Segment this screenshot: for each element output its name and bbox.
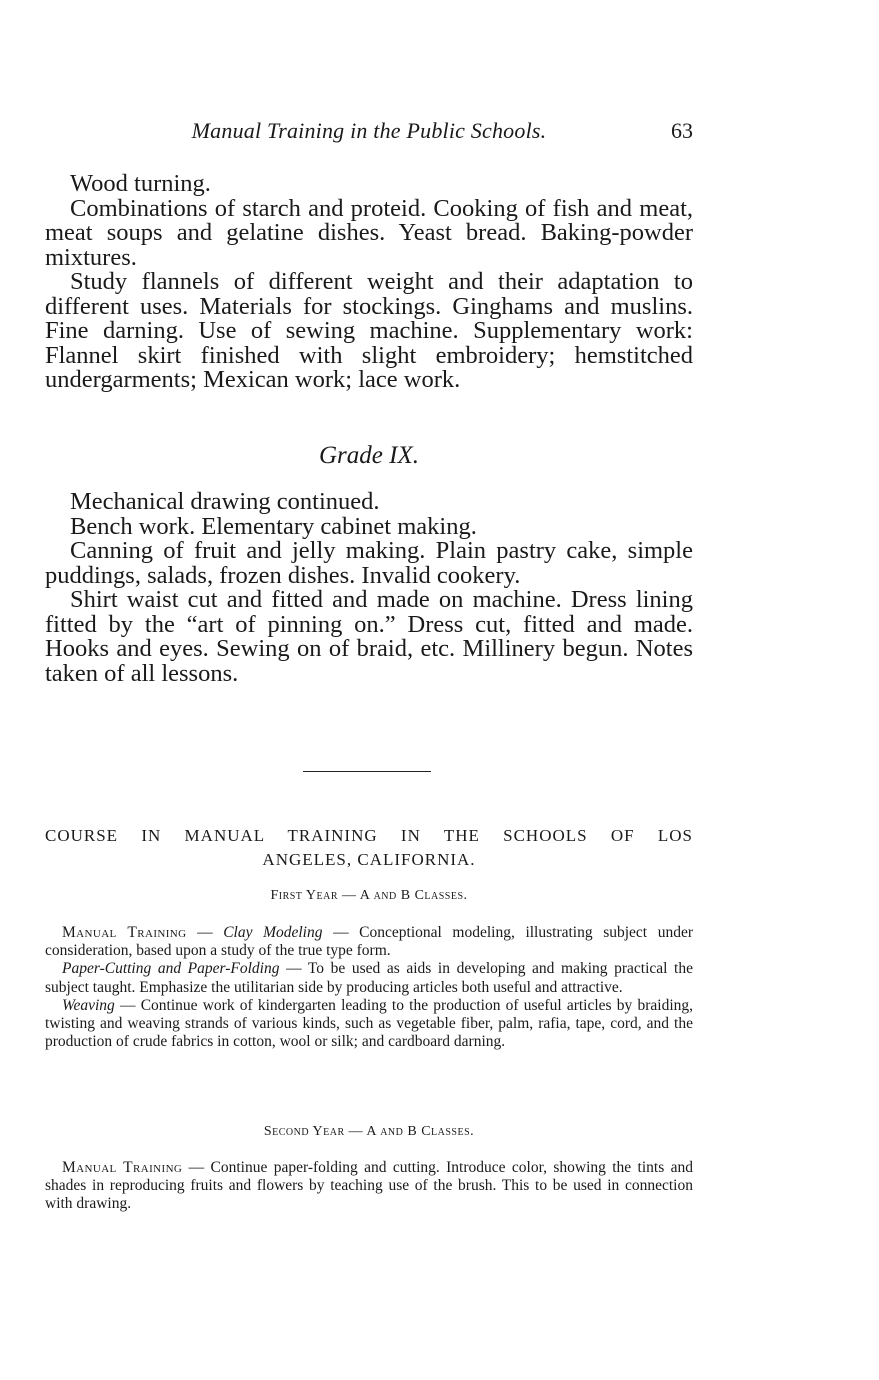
paragraph-wood-turning: Wood turning. <box>70 170 211 197</box>
paragraph-mechanical-drawing: Mechanical drawing continued. <box>70 488 380 515</box>
paper-cutting-text: — To be used as aids in developing and making practical the subject taught. Emphasize the utilitarian side by producing articles both useful and attractive. <box>45 960 693 996</box>
grade-viii-section <box>45 172 693 393</box>
second-year-heading: Second Year — A and B Classes. <box>263 1124 475 1139</box>
first-year-section <box>45 924 693 1051</box>
first-year-heading: First Year — A and B Classes. <box>270 888 468 903</box>
course-title-line1: COURSE IN MANUAL TRAINING IN THE SCHOOLS OF LOS <box>45 826 693 845</box>
dash: — <box>186 924 224 941</box>
course-title <box>45 824 693 872</box>
manual-training-label: Manual Training <box>62 924 187 941</box>
second-year-section <box>45 1159 693 1214</box>
clay-modeling-topic: Clay Modeling <box>223 924 323 941</box>
paragraph-canning: Canning of fruit and jelly making. Plain pastry cake, simple puddings, salads, frozen dishes. Invalid cookery. <box>45 537 693 589</box>
paragraph-second-year <box>45 1159 693 1214</box>
paragraph-paper-cutting <box>45 960 693 996</box>
page-number: 63 <box>671 118 693 143</box>
clay-modeling-text: — Conceptional modeling, illustrating subject under consideration, based upon a study of the true type form. <box>45 924 693 960</box>
weaving-text: — Continue work of kindergarten leading to the production of useful articles by braiding, twisting and weaving strands of various kinds, such as vegetable fiber, palm, rafia, tape, cord, and the production of crude fabrics in cotton, wool or silk; and cardboard darning. <box>45 996 693 1051</box>
grade-ix-heading: Grade IX. <box>319 442 419 469</box>
paragraph-cooking: Combinations of starch and proteid. Cooking of fish and meat, meat soups and gelatine dishes. Yeast bread. Baking-powder mixtures. <box>45 194 693 271</box>
weaving-topic: Weaving <box>62 996 115 1014</box>
second-year-text: — Continue paper-folding and cutting. Introduce color, showing the tints and shades in reproducing fruits and flowers by teaching use of the brush. This to be used in connection with drawing. <box>45 1159 693 1213</box>
paragraph-bench-work: Bench work. Elementary cabinet making. <box>70 512 477 540</box>
paragraph-shirt-waist: Shirt waist cut and fitted and made on machine. Dress lining fitted by the “art of pinning on.” Dress cut, fitted and made. Hooks and eyes. Sewing on of braid, etc. Millinery begun. Notes taken of all lessons. <box>45 586 693 687</box>
paragraph-sewing: Study flannels of different weight and their adaptation to different uses. Materials for stockings. Ginghams and muslins. Fine darning. Use of sewing machine. Supplementary work: Flannel skirt finished with slight embroidery; hemstitched undergarments; Mexican work; lace work. <box>45 268 693 393</box>
paragraph-clay-modeling <box>45 924 693 960</box>
grade-ix-section <box>45 490 693 686</box>
course-title-line2: ANGELES, CALIFORNIA. <box>262 850 476 869</box>
section-divider <box>303 771 431 772</box>
paragraph-weaving <box>45 997 693 1052</box>
paper-cutting-topic: Paper-Cutting and Paper-Folding <box>62 960 280 978</box>
running-title: Manual Training in the Public Schools. <box>191 118 547 143</box>
manual-training-label: Manual Training <box>62 1159 183 1176</box>
running-head <box>45 118 693 148</box>
